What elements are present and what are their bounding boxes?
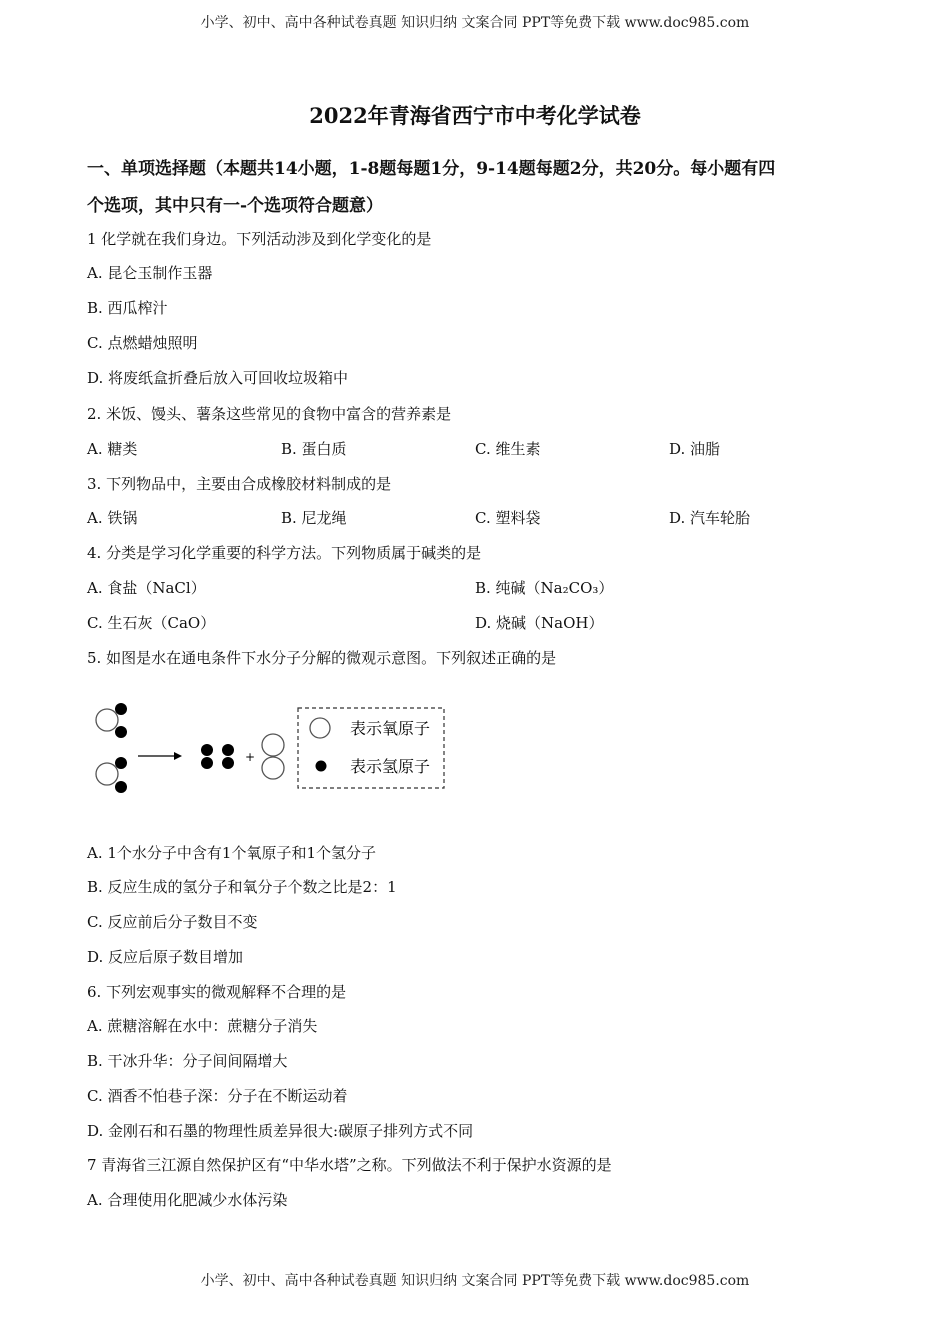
water-molecule-icon xyxy=(96,703,127,738)
oxygen-molecule-icon xyxy=(262,734,284,779)
q1-option-a: A. 昆仑玉制作玉器 xyxy=(87,264,213,282)
q4-option-b: B. 纯碱（Na₂CO₃） xyxy=(475,579,614,597)
q7-option-a: A. 合理使用化肥减少水体污染 xyxy=(87,1191,288,1209)
q2-option-c: C. 维生素 xyxy=(475,440,541,458)
q1-option-b: B. 西瓜榨汁 xyxy=(87,299,168,317)
plus-sign: + xyxy=(245,750,256,764)
page-title: 2022年青海省西宁市中考化学试卷 xyxy=(309,103,641,128)
q5-option-a: A. 1个水分子中含有1个氧原子和1个氢分子 xyxy=(87,844,377,862)
footer-banner: 小学、初中、高中各种试卷真题 知识归纳 文案合同 PPT等免费下载 www.doc985.com xyxy=(200,1273,750,1289)
oxygen-atom-icon xyxy=(310,718,330,738)
q4-option-a: A. 食盐（NaCl） xyxy=(87,579,206,597)
q3-option-d: D. 汽车轮胎 xyxy=(669,509,751,527)
q6-option-c: C. 酒香不怕巷子深：分子在不断运动着 xyxy=(87,1087,348,1105)
q1-option-c: C. 点燃蜡烛照明 xyxy=(87,334,198,352)
q6-option-a: A. 蔗糖溶解在水中：蔗糖分子消失 xyxy=(87,1017,318,1035)
q2-stem: 2. 米饭、馒头、薯条这些常见的食物中富含的营养素是 xyxy=(87,405,452,423)
q2-option-a: A. 糖类 xyxy=(87,440,138,458)
q3-stem: 3. 下列物品中，主要由合成橡胶材料制成的是 xyxy=(87,475,392,493)
section-heading-line1: 一、单项选择题（本题共14小题，1-8题每题1分，9-14题每题2分，共20分。每小题有四 xyxy=(87,159,776,179)
water-molecule-icon xyxy=(96,757,127,793)
hydrogen-atom-icon xyxy=(316,761,327,772)
q6-option-d: D. 金刚石和石墨的物理性质差异很大:碳原子排列方式不同 xyxy=(87,1122,474,1140)
header-banner: 小学、初中、高中各种试卷真题 知识归纳 文案合同 PPT等免费下载 www.doc985.com xyxy=(200,15,750,31)
hydrogen-molecule-icon xyxy=(201,744,213,769)
q6-stem: 6. 下列宏观事实的微观解释不合理的是 xyxy=(87,983,347,1001)
q5-option-b: B. 反应生成的氢分子和氧分子个数之比是2：1 xyxy=(87,878,397,896)
q3-option-b: B. 尼龙绳 xyxy=(281,509,347,527)
q6-option-b: B. 干冰升华：分子间间隔增大 xyxy=(87,1052,288,1070)
section-heading-line2: 个选项，其中只有一-个选项符合题意） xyxy=(87,196,384,216)
q4-option-d: D. 烧碱（NaOH） xyxy=(475,614,604,632)
legend-oxygen-label: 表示氧原子 xyxy=(350,719,431,738)
q4-stem: 4. 分类是学习化学重要的科学方法。下列物质属于碱类的是 xyxy=(87,544,482,562)
legend-hydrogen-label: 表示氢原子 xyxy=(350,757,431,776)
q5-stem: 5. 如图是水在通电条件下水分子分解的微观示意图。下列叙述正确的是 xyxy=(87,649,557,667)
q4-option-c: C. 生石灰（CaO） xyxy=(87,614,216,632)
q2-option-d: D. 油脂 xyxy=(669,440,721,458)
q1-option-d: D. 将废纸盒折叠后放入可回收垃圾箱中 xyxy=(87,369,349,387)
q1-stem: 1 化学就在我们身边。下列活动涉及到化学变化的是 xyxy=(87,230,432,248)
q3-option-c: C. 塑料袋 xyxy=(475,509,541,527)
q5-option-c: C. 反应前后分子数目不变 xyxy=(87,913,258,931)
q3-option-a: A. 铁锅 xyxy=(87,509,138,527)
hydrogen-molecule-icon xyxy=(222,744,234,769)
q5-option-d: D. 反应后原子数目增加 xyxy=(87,948,244,966)
water-electrolysis-diagram xyxy=(88,695,458,800)
q2-option-b: B. 蛋白质 xyxy=(281,440,347,458)
arrow-icon xyxy=(138,752,182,760)
q7-stem: 7 青海省三江源自然保护区有“中华水塔”之称。下列做法不利于保护水资源的是 xyxy=(87,1156,612,1174)
